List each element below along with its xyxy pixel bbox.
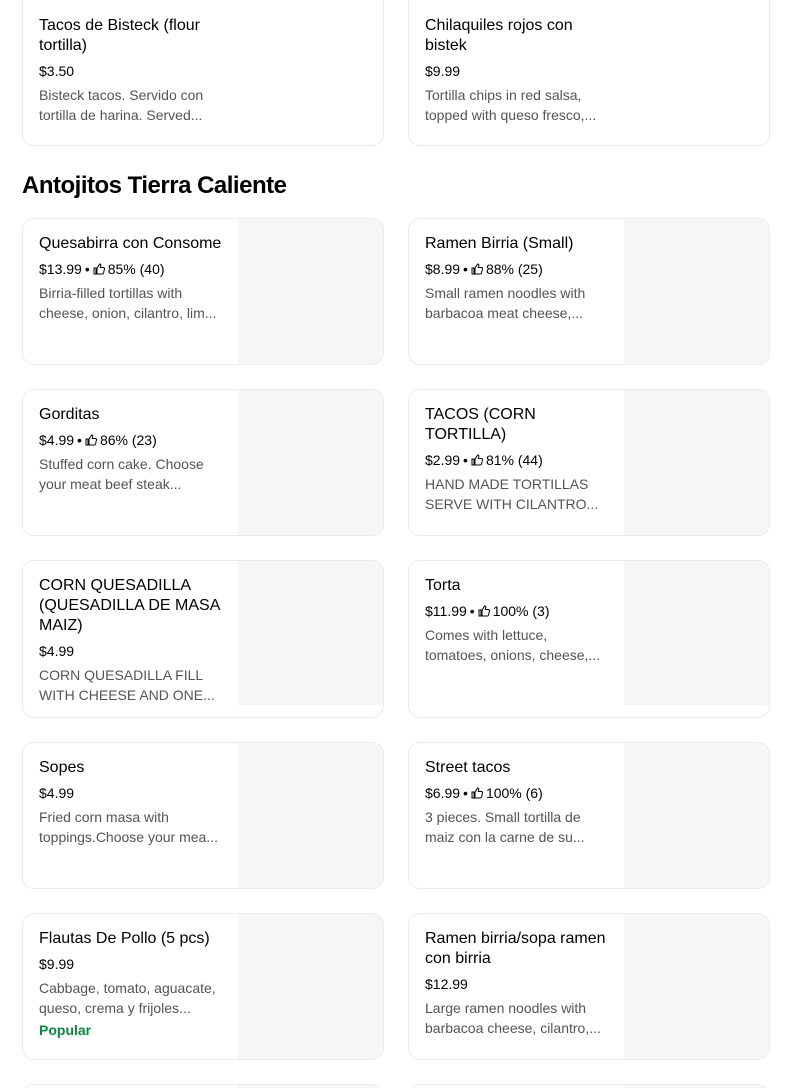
separator-dot: • (77, 432, 82, 448)
item-price-row (39, 430, 223, 450)
item-name: TACOS (CORN TORTILLA) (425, 406, 536, 443)
item-image (624, 219, 770, 364)
item-price-row (39, 954, 229, 974)
item-price-row (425, 974, 609, 994)
item-price-row (39, 641, 229, 661)
item-image (624, 390, 770, 535)
item-rating: 86% (23) (99, 432, 157, 448)
item-price: $4.99 (39, 785, 75, 801)
menu-item-card[interactable] (22, 742, 384, 889)
item-name: CORN QUESADILLA (QUESADILLA DE MASA MAIZ) (39, 577, 220, 634)
item-price: $8.99 (425, 261, 461, 277)
item-price-row (39, 259, 223, 279)
item-price: $2.99 (425, 452, 461, 468)
item-description: 3 pieces. Small tortilla de maiz con la carne de su... (425, 809, 585, 845)
item-description: Cabbage, tomato, aguacate, queso, crema y frijoles... (39, 980, 216, 1016)
separator-dot: • (463, 261, 468, 277)
item-name: Flautas De Pollo (5 pcs) (39, 930, 210, 947)
item-image (238, 219, 384, 364)
menu-item-card[interactable] (408, 1084, 770, 1088)
item-price: $12.99 (425, 976, 468, 992)
separator-dot: • (84, 261, 90, 277)
item-price-row (39, 783, 223, 803)
menu-item-card[interactable] (408, 0, 770, 146)
thumbs-up-icon (478, 605, 490, 617)
item-description: Stuffed corn cake. Choose your meat beef steak... (39, 456, 204, 492)
item-price-row (425, 61, 609, 81)
item-image (624, 561, 770, 705)
item-name: Gorditas (39, 406, 100, 423)
menu-item-card[interactable] (22, 913, 384, 1060)
menu-item-card[interactable] (22, 218, 384, 365)
item-price-row (39, 61, 223, 81)
item-price-row (425, 783, 609, 803)
thumbs-up-icon (471, 263, 483, 275)
item-name: Chilaquiles rojos con bistek (425, 17, 573, 54)
item-price: $11.99 (425, 603, 467, 619)
menu-item-card[interactable] (22, 1084, 384, 1088)
item-name: Sopes (39, 759, 85, 776)
menu-item-card[interactable] (22, 389, 384, 536)
item-description: Tortilla chips in red salsa, topped with queso fresco,... (425, 87, 597, 123)
item-price-row (425, 450, 609, 470)
separator-dot: • (463, 452, 468, 468)
thumbs-up-icon (93, 263, 105, 275)
popular-badge: Popular (39, 1022, 92, 1038)
item-name: Ramen birria/sopa ramen con birria (425, 930, 606, 967)
item-price: $4.99 (39, 432, 75, 448)
item-price: $9.99 (425, 63, 461, 79)
item-price-row (425, 259, 609, 279)
item-name: Tacos de Bisteck (flour tortilla) (39, 17, 200, 54)
item-image (624, 914, 770, 1059)
menu-item-card[interactable] (408, 560, 770, 718)
separator-dot: • (469, 603, 475, 619)
item-image (238, 743, 384, 888)
item-description: HAND MADE TORTILLAS SERVE WITH CILANTRO... (425, 476, 599, 512)
item-name: Quesabirra con Consome (39, 235, 222, 252)
menu-item-card[interactable] (408, 913, 770, 1060)
item-rating: 81% (44) (485, 452, 543, 468)
item-price-row (425, 601, 609, 621)
item-name: Ramen Birria (Small) (425, 235, 574, 252)
item-image (238, 561, 384, 705)
item-description: Fried corn masa with toppings.Choose your mea... (39, 809, 218, 845)
separator-dot: • (463, 785, 468, 801)
menu-item-card[interactable] (408, 389, 770, 536)
item-image (238, 914, 384, 1059)
item-description: CORN QUESADILLA FILL WITH CHEESE AND ONE... (39, 667, 215, 703)
item-image (624, 743, 770, 888)
item-price: $9.99 (39, 956, 75, 972)
item-description: Large ramen noodles with barbacoa cheese, cilantro,... (425, 1000, 601, 1036)
item-rating: 100% (3) (492, 603, 550, 619)
menu-item-card[interactable] (22, 0, 384, 146)
item-name: Street tacos (425, 759, 511, 776)
item-name: Torta (425, 577, 461, 594)
item-description: Bisteck tacos. Servido con tortilla de harina. Served... (39, 87, 204, 123)
item-price: $13.99 (39, 261, 82, 277)
item-description: Birria-filled tortillas with cheese, onion, cilantro, lim... (39, 285, 217, 321)
item-image (238, 390, 384, 535)
item-price: $6.99 (425, 785, 461, 801)
item-rating: 88% (25) (485, 261, 543, 277)
item-rating: 100% (6) (485, 785, 543, 801)
thumbs-up-icon (471, 454, 483, 466)
menu-item-card[interactable] (408, 218, 770, 365)
item-rating: 85% (40) (107, 261, 165, 277)
item-description: Small ramen noodles with barbacoa meat cheese,... (425, 285, 586, 321)
thumbs-up-icon (85, 434, 97, 446)
item-description: Comes with lettuce, tomatoes, onions, cheese,... (425, 627, 601, 663)
thumbs-up-icon (471, 787, 483, 799)
item-price: $3.50 (39, 63, 75, 79)
menu-item-card[interactable] (408, 742, 770, 889)
item-price: $4.99 (39, 643, 75, 659)
section-title: Antojitos Tierra Caliente (22, 172, 287, 199)
menu-item-card[interactable] (22, 560, 384, 718)
